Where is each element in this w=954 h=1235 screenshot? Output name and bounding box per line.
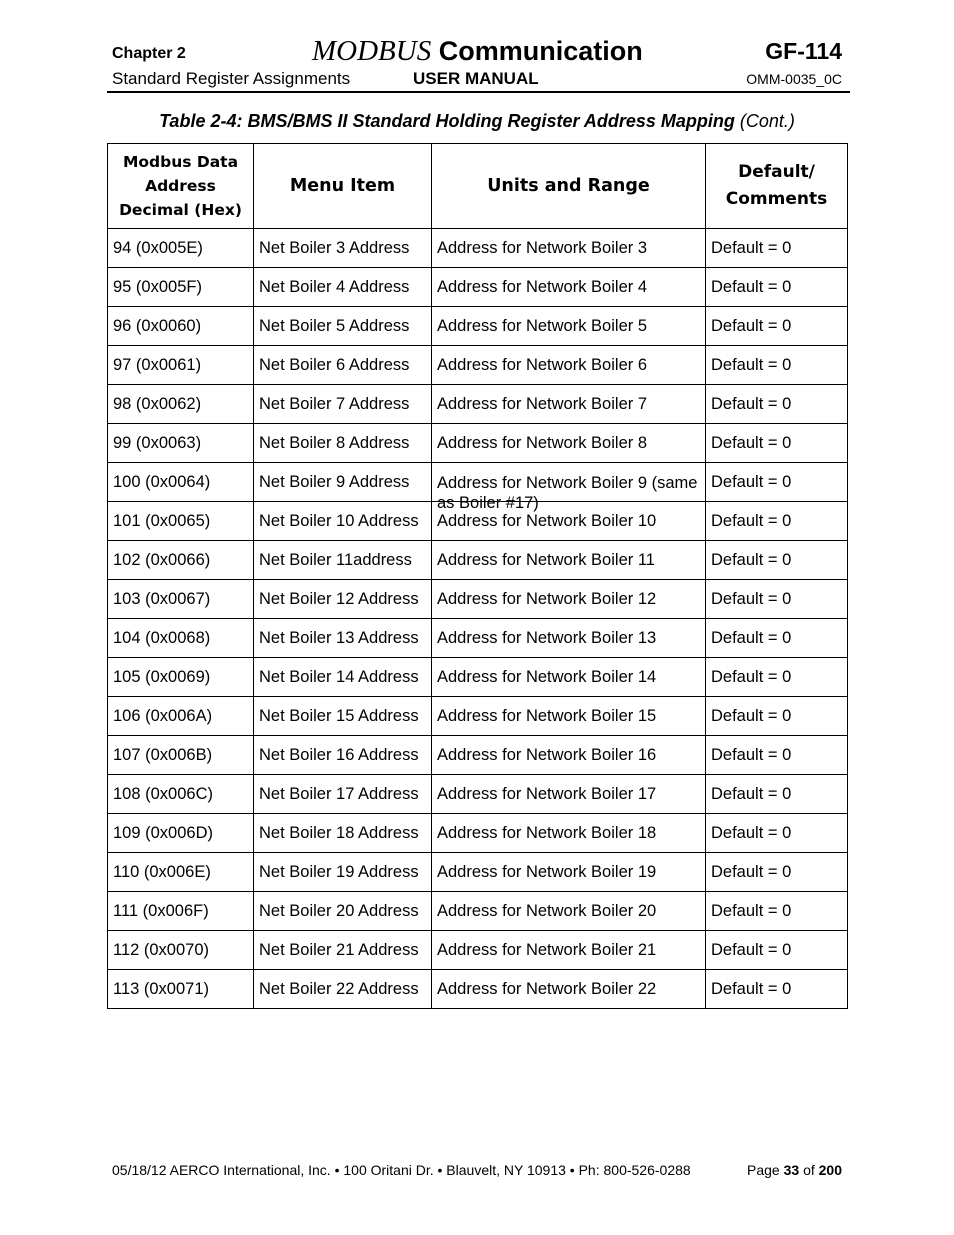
cell-units-range: Address for Network Boiler 16: [432, 736, 706, 775]
cell-address: 105 (0x0069): [108, 658, 254, 697]
table-row: [108, 346, 848, 385]
cell-default: Default = 0: [706, 814, 848, 853]
cell-menu-item: Net Boiler 4 Address: [254, 268, 432, 307]
cell-default: Default = 0: [706, 268, 848, 307]
cell-menu-item: Net Boiler 9 Address: [254, 463, 432, 502]
cell-units-range: Address for Network Boiler 17: [432, 775, 706, 814]
caption-main: Table 2-4: BMS/BMS II Standard Holding Register Address Mapping: [159, 111, 735, 131]
col-header-units-range: Units and Range: [432, 144, 706, 229]
cell-menu-item: Net Boiler 11address: [254, 541, 432, 580]
cell-address: 108 (0x006C): [108, 775, 254, 814]
col-header-menu-item: Menu Item: [254, 144, 432, 229]
cell-address: 95 (0x005F): [108, 268, 254, 307]
cell-default: Default = 0: [706, 424, 848, 463]
cell-menu-item: Net Boiler 13 Address: [254, 619, 432, 658]
cell-units-range: Address for Network Boiler 22: [432, 970, 706, 1009]
cell-menu-item: Net Boiler 19 Address: [254, 853, 432, 892]
cell-default: Default = 0: [706, 892, 848, 931]
table-row: [108, 658, 848, 697]
cell-units-range: Address for Network Boiler 9 (same as Boiler #17): [432, 463, 706, 502]
table-row: [108, 268, 848, 307]
page-number: Page 33 of 200: [747, 1162, 842, 1178]
col-header-default: Default/ Comments: [706, 144, 848, 229]
cell-default: Default = 0: [706, 502, 848, 541]
table-row: [108, 541, 848, 580]
doc-id: GF-114: [765, 38, 842, 64]
cell-menu-item: Net Boiler 22 Address: [254, 970, 432, 1009]
table-row: [108, 970, 848, 1009]
table-row: [108, 580, 848, 619]
table-row: [108, 931, 848, 970]
cell-units-range: Address for Network Boiler 11: [432, 541, 706, 580]
table-row: [108, 892, 848, 931]
cell-address: 109 (0x006D): [108, 814, 254, 853]
cell-default: Default = 0: [706, 307, 848, 346]
cell-default: Default = 0: [706, 229, 848, 268]
cell-units-range: Address for Network Boiler 18: [432, 814, 706, 853]
page-title: [312, 35, 643, 68]
cell-menu-item: Net Boiler 8 Address: [254, 424, 432, 463]
table-row: [108, 229, 848, 268]
cell-menu-item: Net Boiler 20 Address: [254, 892, 432, 931]
cell-address: 94 (0x005E): [108, 229, 254, 268]
caption-cont: (Cont.): [739, 111, 795, 131]
cell-units-range: Address for Network Boiler 3: [432, 229, 706, 268]
cell-address: 106 (0x006A): [108, 697, 254, 736]
cell-address: 102 (0x0066): [108, 541, 254, 580]
cell-units-range: Address for Network Boiler 19: [432, 853, 706, 892]
cell-units-range: Address for Network Boiler 21: [432, 931, 706, 970]
cell-menu-item: Net Boiler 5 Address: [254, 307, 432, 346]
register-table: [107, 143, 848, 1009]
cell-menu-item: Net Boiler 15 Address: [254, 697, 432, 736]
cell-units-range: Address for Network Boiler 13: [432, 619, 706, 658]
cell-units-range: Address for Network Boiler 8: [432, 424, 706, 463]
cell-menu-item: Net Boiler 17 Address: [254, 775, 432, 814]
cell-menu-item: Net Boiler 10 Address: [254, 502, 432, 541]
cell-menu-item: Net Boiler 12 Address: [254, 580, 432, 619]
table-row: [108, 736, 848, 775]
cell-address: 107 (0x006B): [108, 736, 254, 775]
cell-units-range: Address for Network Boiler 5: [432, 307, 706, 346]
cell-address: 110 (0x006E): [108, 853, 254, 892]
cell-address: 112 (0x0070): [108, 931, 254, 970]
cell-units-range: Address for Network Boiler 15: [432, 697, 706, 736]
cell-menu-item: Net Boiler 18 Address: [254, 814, 432, 853]
title-rest: Communication: [438, 36, 643, 66]
section-label: Standard Register Assignments: [112, 69, 351, 88]
cell-default: Default = 0: [706, 697, 848, 736]
cell-units-range: Address for Network Boiler 10: [432, 502, 706, 541]
cell-default: Default = 0: [706, 619, 848, 658]
cell-default: Default = 0: [706, 931, 848, 970]
cell-menu-item: Net Boiler 3 Address: [254, 229, 432, 268]
table-header-row: [108, 144, 848, 229]
table-row: [108, 307, 848, 346]
cell-address: 111 (0x006F): [108, 892, 254, 931]
col-header-address: Modbus Data Address Decimal (Hex): [108, 144, 254, 229]
table-row: [108, 463, 848, 502]
table-row: [108, 814, 848, 853]
table-row: [108, 853, 848, 892]
cell-default: Default = 0: [706, 736, 848, 775]
cell-address: 113 (0x0071): [108, 970, 254, 1009]
doc-code: OMM-0035_0C: [746, 71, 842, 87]
table-row: [108, 424, 848, 463]
cell-default: Default = 0: [706, 463, 848, 502]
cell-address: 97 (0x0061): [108, 346, 254, 385]
cell-units-range: Address for Network Boiler 6: [432, 346, 706, 385]
cell-address: 96 (0x0060): [108, 307, 254, 346]
table-row: [108, 775, 848, 814]
cell-default: Default = 0: [706, 970, 848, 1009]
cell-menu-item: Net Boiler 14 Address: [254, 658, 432, 697]
cell-units-range: Address for Network Boiler 7: [432, 385, 706, 424]
cell-address: 99 (0x0063): [108, 424, 254, 463]
manual-label: USER MANUAL: [413, 69, 539, 88]
cell-menu-item: Net Boiler 6 Address: [254, 346, 432, 385]
cell-units-range: Address for Network Boiler 4: [432, 268, 706, 307]
cell-default: Default = 0: [706, 541, 848, 580]
cell-address: 104 (0x0068): [108, 619, 254, 658]
cell-address: 103 (0x0067): [108, 580, 254, 619]
cell-menu-item: Net Boiler 7 Address: [254, 385, 432, 424]
table-row: [108, 619, 848, 658]
cell-address: 101 (0x0065): [108, 502, 254, 541]
table-row: [108, 697, 848, 736]
cell-default: Default = 0: [706, 385, 848, 424]
chapter-label: Chapter 2: [112, 45, 186, 62]
cell-address: 98 (0x0062): [108, 385, 254, 424]
cell-address: 100 (0x0064): [108, 463, 254, 502]
table-caption: [0, 111, 954, 132]
cell-default: Default = 0: [706, 775, 848, 814]
cell-menu-item: Net Boiler 16 Address: [254, 736, 432, 775]
cell-default: Default = 0: [706, 580, 848, 619]
table-body: [108, 229, 848, 1009]
cell-units-range: Address for Network Boiler 20: [432, 892, 706, 931]
cell-units-range: Address for Network Boiler 12: [432, 580, 706, 619]
cell-default: Default = 0: [706, 346, 848, 385]
title-brand: MODBUS: [312, 35, 432, 67]
footer-info: 05/18/12 AERCO International, Inc. • 100 Oritani Dr. • Blauvelt, NY 10913 • Ph: 800-526-0288: [112, 1162, 691, 1178]
header-divider: [107, 91, 850, 93]
table-row: [108, 385, 848, 424]
cell-menu-item: Net Boiler 21 Address: [254, 931, 432, 970]
cell-default: Default = 0: [706, 658, 848, 697]
cell-default: Default = 0: [706, 853, 848, 892]
cell-units-range: Address for Network Boiler 14: [432, 658, 706, 697]
